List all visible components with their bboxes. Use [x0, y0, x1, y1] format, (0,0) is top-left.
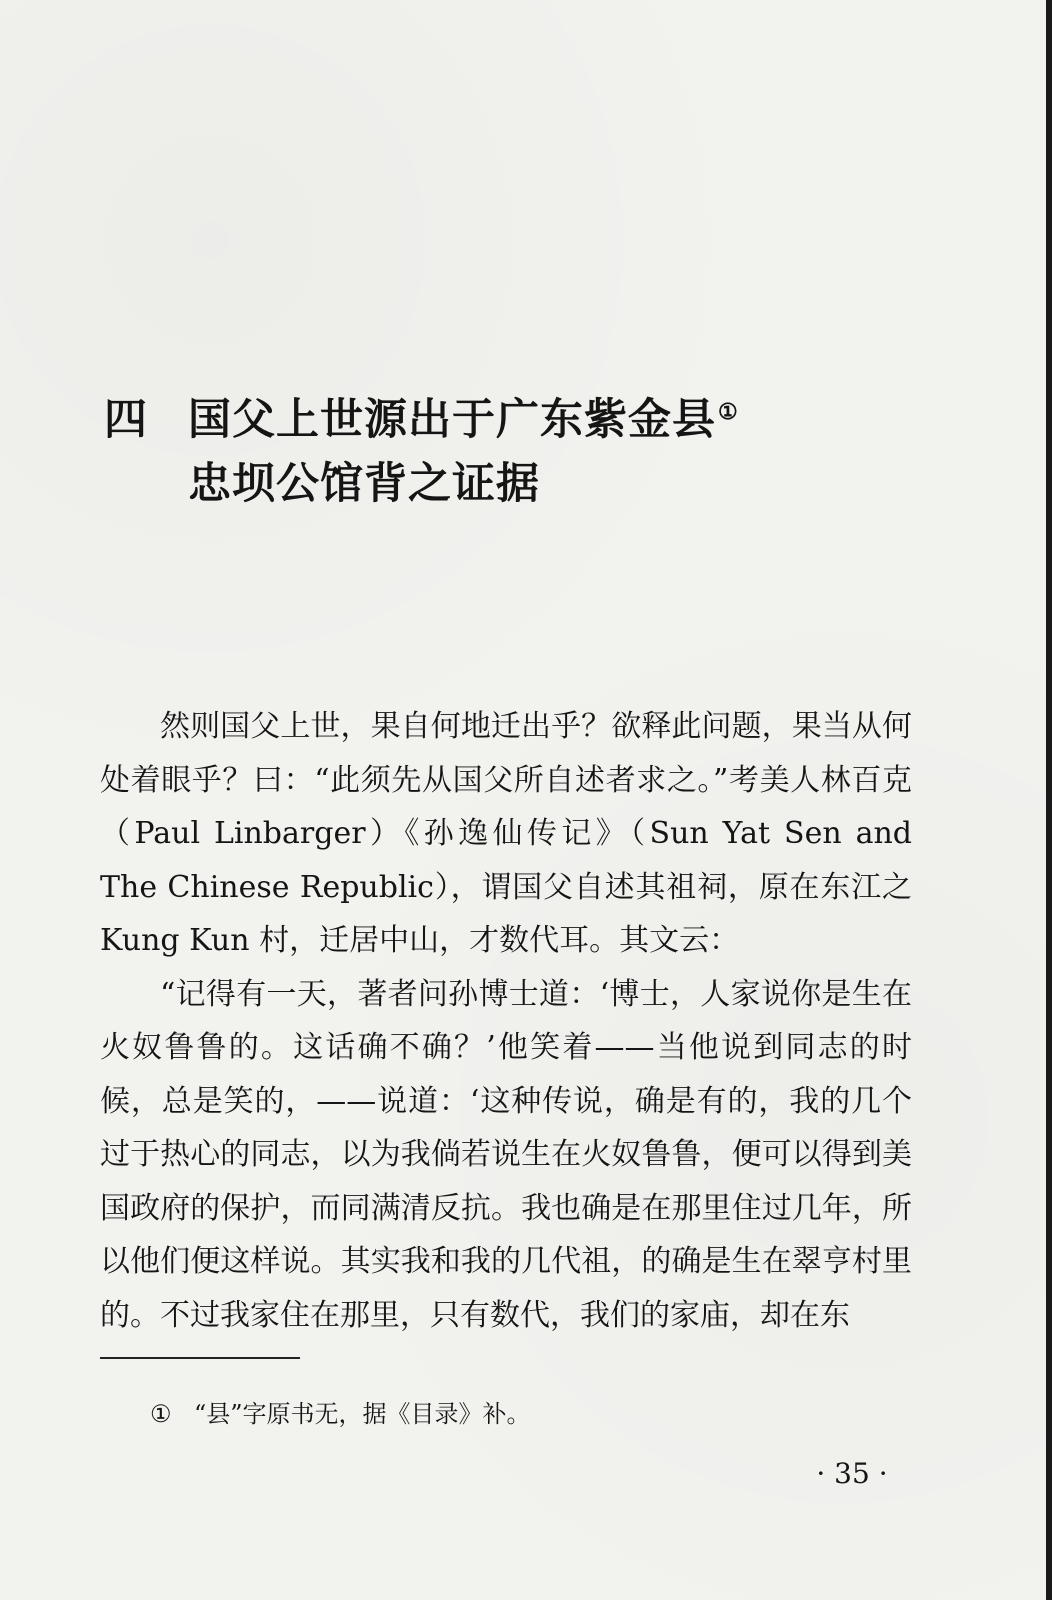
footnote-text: “县”字原书无，据《目录》补。 [194, 1400, 531, 1428]
body-paragraph-2: “记得有一天，著者问孙博士道：‘博士，人家说你是生在火奴鲁鲁的。这话确不确？’他笑着——当他说到同志的时候，总是笑的，——说道：‘这种传说，确是有的，我的几个过于热心的同志，以为我倘若说生在火奴鲁鲁，便可以得到美国政府的保护，而同满清反抗。我也确是在那里住过几年，所以他们便这样说。其实我和我的几代祖，的确是生在翠亨村里的。不过我家住在那里，只有数代，我们的家庙，却在东 [100, 976, 912, 1333]
chapter-heading [104, 388, 864, 516]
footnote [150, 1394, 910, 1434]
chapter-heading-line-2 [104, 452, 864, 516]
chapter-title-text-2: 忠坝公馆背之证据 [188, 459, 540, 509]
chapter-footnote-reference: ① [718, 398, 739, 425]
chapter-title-line-1 [188, 388, 739, 452]
body-paragraph-1: 然则国父上世，果自何地迁出乎？欲释此问题，果当从何处着眼乎？曰：“此须先从国父所自述者求之。”考美人林百克（Paul Linbarger）《孙逸仙传记》（Sun Yat Sen and The Chinese Republic），谓国父自述其祖祠，原在东江之 Kung Kun 村，迁居中山，才数代耳。其文云： [100, 709, 912, 958]
chapter-number: 四 [104, 395, 148, 445]
chapter-heading-line-1 [104, 388, 864, 452]
footnote-mark: ① [150, 1400, 172, 1428]
chapter-title-text-1: 国父上世源出于广东紫金县 [188, 395, 716, 445]
page-number: · 35 · [816, 1457, 888, 1490]
footnote-divider [100, 1357, 300, 1359]
body-text [100, 700, 912, 1342]
page-edge-shadow [1046, 0, 1052, 1600]
